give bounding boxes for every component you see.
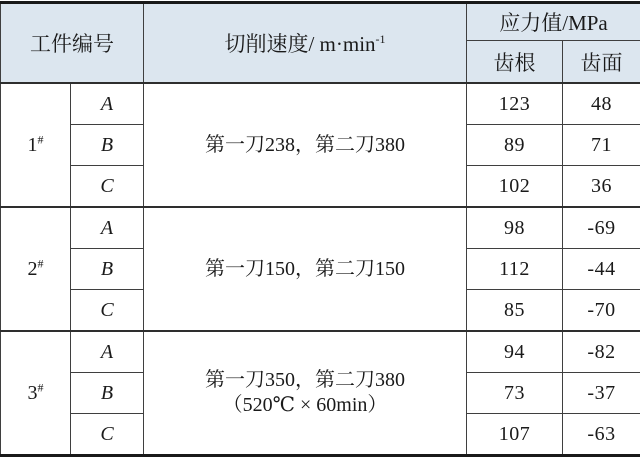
sample-cell: A	[71, 331, 144, 373]
root-value-cell: 107	[467, 414, 563, 456]
speed-line1: 第一刀150，第二刀150	[205, 257, 405, 280]
table-row	[1, 207, 640, 249]
face-value-cell: -37	[563, 373, 640, 414]
sample-cell: A	[71, 83, 144, 125]
group-id-cell-2	[1, 207, 71, 331]
group-id-number: 1	[27, 133, 38, 156]
header-tooth-root: 齿根	[467, 41, 563, 84]
header-tooth-face: 齿面	[563, 41, 640, 84]
table-row	[1, 331, 640, 373]
sample-cell: C	[71, 166, 144, 208]
root-value-cell: 73	[467, 373, 563, 414]
face-value-cell: -69	[563, 207, 640, 249]
face-value-cell: 36	[563, 166, 640, 208]
face-value-cell: -70	[563, 290, 640, 332]
root-value-cell: 94	[467, 331, 563, 373]
group-id-sup: #	[37, 379, 44, 394]
sample-cell: B	[71, 373, 144, 414]
header-workpiece-id	[1, 3, 144, 84]
face-value-cell: -63	[563, 414, 640, 456]
speed-line1: 第一刀350，第二刀380	[205, 369, 405, 391]
group-id-cell-1	[1, 83, 71, 207]
header-workpiece-id-label: 工件编号	[30, 32, 114, 56]
group-id-number: 3	[27, 381, 38, 404]
sample-cell: B	[71, 249, 144, 290]
speed-line1: 第一刀238，第二刀380	[205, 133, 405, 156]
sample-cell: B	[71, 125, 144, 166]
speed-cell-3	[144, 331, 467, 456]
group-id-cell-3	[1, 331, 71, 456]
root-value-cell: 112	[467, 249, 563, 290]
root-value-cell: 89	[467, 125, 563, 166]
root-value-cell: 102	[467, 166, 563, 208]
root-value-cell: 123	[467, 83, 563, 125]
header-cutting-speed	[144, 3, 467, 84]
face-value-cell: 48	[563, 83, 640, 125]
group-id-sup: #	[37, 255, 44, 270]
header-cutting-speed-label: 切削速度/ m·min	[224, 32, 376, 56]
group-id-number: 2	[27, 257, 38, 280]
group-id-sup: #	[37, 131, 44, 146]
table-row	[1, 83, 640, 125]
speed-cell-1	[144, 83, 467, 207]
root-value-cell: 98	[467, 207, 563, 249]
root-value-cell: 85	[467, 290, 563, 332]
sample-cell: A	[71, 207, 144, 249]
speed-cell-2	[144, 207, 467, 331]
sample-cell: C	[71, 290, 144, 332]
header-cutting-speed-exponent: -1	[375, 32, 386, 46]
sample-cell: C	[71, 414, 144, 456]
face-value-cell: -82	[563, 331, 640, 373]
header-stress-value: 应力值/MPa	[467, 3, 640, 41]
face-value-cell: -44	[563, 249, 640, 290]
face-value-cell: 71	[563, 125, 640, 166]
stress-results-table	[0, 1, 640, 457]
speed-line2: （520℃ × 60min）	[222, 394, 388, 416]
